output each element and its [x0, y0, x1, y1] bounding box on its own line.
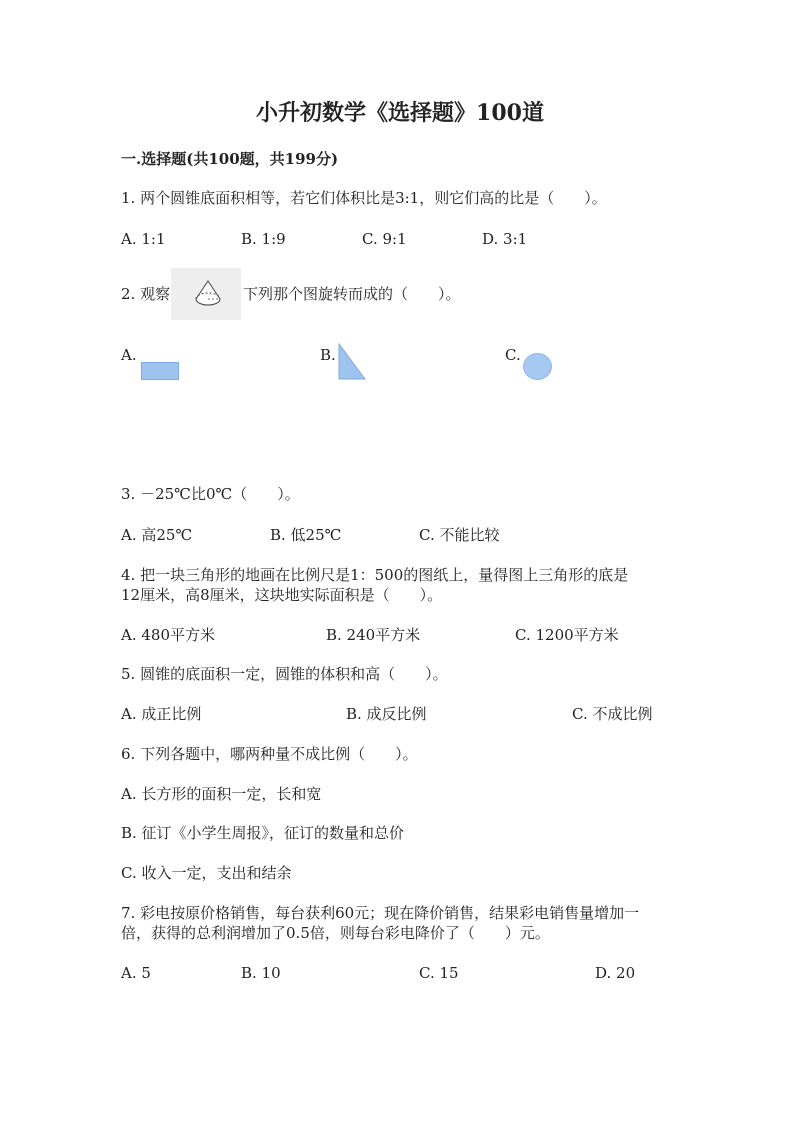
cone-icon — [171, 268, 241, 320]
q4-option-a[interactable]: A. 480平方米 — [121, 626, 215, 644]
q1-option-a[interactable]: A. 1:1 — [121, 230, 166, 248]
q7-option-a[interactable]: A. 5 — [121, 964, 151, 982]
right-triangle-shape — [338, 343, 366, 380]
question-3-stem: 3. －25℃比0℃（ ）。 — [121, 485, 300, 503]
q2-option-a[interactable]: A. — [121, 346, 137, 364]
question-2-stem-before: 2. 观察 — [121, 285, 171, 303]
q3-option-a[interactable]: A. 高25℃ — [121, 526, 193, 544]
q7-option-b[interactable]: B. 10 — [241, 964, 281, 982]
q1-option-c[interactable]: C. 9:1 — [362, 230, 407, 248]
question-2-stem-after: 下列那个图旋转而成的（ ）。 — [243, 285, 461, 303]
question-5-stem: 5. 圆锥的底面积一定，圆锥的体积和高（ ）。 — [121, 665, 448, 683]
q2-option-c[interactable]: C. — [505, 346, 521, 364]
q7-option-d[interactable]: D. 20 — [595, 964, 636, 982]
q6-option-a[interactable]: A. 长方形的面积一定，长和宽 — [121, 785, 322, 803]
question-1-stem: 1. 两个圆锥底面积相等，若它们体积比是3:1，则它们高的比是（ ）。 — [121, 189, 607, 207]
q6-option-c[interactable]: C. 收入一定，支出和结余 — [121, 864, 292, 882]
q7-option-c[interactable]: C. 15 — [419, 964, 459, 982]
question-4-stem-line2: 12厘米，高8厘米，这块地实际面积是（ ）。 — [121, 586, 443, 604]
rectangle-shape — [141, 362, 179, 380]
q5-option-c[interactable]: C. 不成比例 — [572, 705, 653, 723]
q5-option-b[interactable]: B. 成反比例 — [346, 705, 427, 723]
q3-option-c[interactable]: C. 不能比较 — [419, 526, 500, 544]
question-7-stem-line1: 7. 彩电按原价格销售，每台获利60元；现在降价销售，结果彩电销售量增加一 — [121, 904, 640, 922]
q3-option-b[interactable]: B. 低25℃ — [270, 526, 342, 544]
q4-option-b[interactable]: B. 240平方米 — [326, 626, 421, 644]
q4-option-c[interactable]: C. 1200平方米 — [515, 626, 619, 644]
circle-shape — [523, 353, 552, 380]
question-6-stem: 6. 下列各题中，哪两种量不成比例（ ）。 — [121, 745, 418, 763]
q6-option-b[interactable]: B. 征订《小学生周报》，征订的数量和总价 — [121, 824, 405, 842]
page-title: 小升初数学《选择题》100道 — [256, 100, 544, 126]
question-7-stem-line2: 倍，获得的总利润增加了0.5倍，则每台彩电降价了（ ）元。 — [121, 924, 550, 942]
question-4-stem-line1: 4. 把一块三角形的地画在比例尺是1：500的图纸上，量得图上三角形的底是 — [121, 566, 629, 584]
q2-option-b[interactable]: B. — [320, 346, 336, 364]
section-heading: 一.选择题(共100题，共199分) — [121, 150, 339, 168]
q1-option-d[interactable]: D. 3:1 — [482, 230, 528, 248]
q1-option-b[interactable]: B. 1:9 — [241, 230, 286, 248]
cone-figure — [171, 268, 241, 320]
q5-option-a[interactable]: A. 成正比例 — [121, 705, 202, 723]
